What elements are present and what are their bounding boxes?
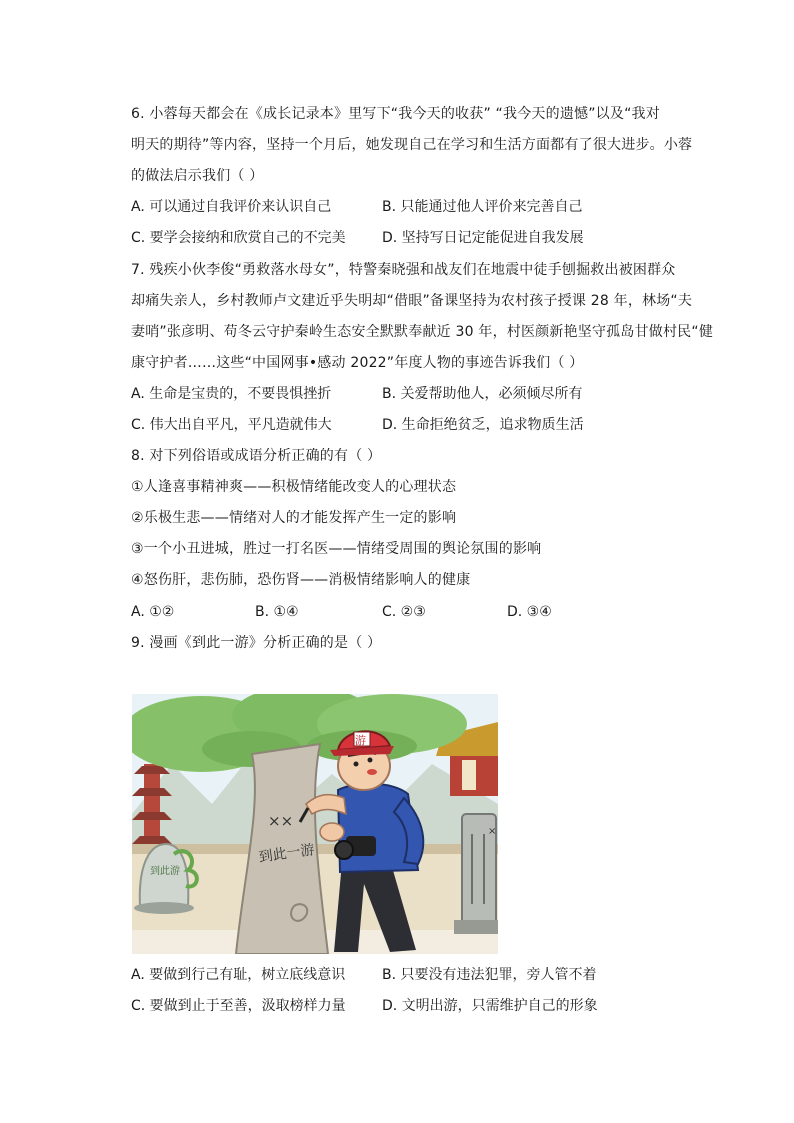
q7-stem-line-4: 康守护者……这些“中国网事•感动 2022”年度人物的事迹告诉我们（ ） <box>131 355 584 371</box>
q7-stem-line-3: 妻哨”张彦明、苟冬云守护秦岭生态安全默默奉献近 30 年，村医颜新艳坚守孤岛甘做村民“健 <box>131 324 714 340</box>
q7-option-d[interactable]: D. 生命拒绝贫乏，追求物质生活 <box>382 417 584 433</box>
q8-statement-1: ①人逢喜事精神爽——积极情绪能改变人的心理状态 <box>131 479 457 495</box>
q8-option-a[interactable]: A. ①② <box>131 604 175 620</box>
q7-option-a[interactable]: A. 生命是宝贵的，不要畏惧挫折 <box>131 386 332 402</box>
q8-statement-4: ④怒伤肝，悲伤肺，恐伤肾——消极情绪影响人的健康 <box>131 572 471 588</box>
q6-stem-line-2: 明天的期待”等内容，坚持一个月后，她发现自己在学习和生活方面都有了很大进步。小蓉 <box>131 137 693 153</box>
cap-text: 游 <box>355 734 366 747</box>
q7-stem-line-2: 却痛失亲人，乡村教师卢文建近乎失明却“借眼”备课坚持为农村孩子授课 28 年，林场“夫 <box>131 293 693 309</box>
q9-cartoon <box>132 694 498 954</box>
q9-option-c[interactable]: C. 要做到止于至善，汲取榜样力量 <box>131 998 346 1014</box>
cartoon-svg <box>132 694 498 954</box>
q6-option-c[interactable]: C. 要学会接纳和欣赏自己的不完美 <box>131 230 346 246</box>
q8-stem-line-1: 8. 对下列俗语或成语分析正确的有（ ） <box>131 448 382 464</box>
q6-option-d[interactable]: D. 坚持写日记定能促进自我发展 <box>382 230 584 246</box>
q7-option-b[interactable]: B. 关爱帮助他人，必须倾尽所有 <box>382 386 583 402</box>
q9-stem-line-1: 9. 漫画《到此一游》分析正确的是（ ） <box>131 635 382 651</box>
q7-stem-line-1: 7. 残疾小伙李俊“勇救落水母女”，特警秦晓强和战友们在地震中徒手刨掘救出被困群众 <box>131 262 676 278</box>
q6-option-a[interactable]: A. 可以通过自我评价来认识自己 <box>131 199 332 215</box>
tree-graffiti-marks: ×× <box>268 812 294 830</box>
q6-stem-line-3: 的做法启示我们（ ） <box>131 168 264 184</box>
tree-graffiti-text: 到此一游 <box>257 842 316 866</box>
q8-option-d[interactable]: D. ③④ <box>507 604 552 620</box>
tablet-graffiti: × <box>488 826 497 837</box>
rock-graffiti-text: 到此游 <box>150 866 180 877</box>
q8-statement-3: ③一个小丑进城，胜过一打名医——情绪受周围的舆论氛围的影响 <box>131 541 542 557</box>
q9-option-a[interactable]: A. 要做到行己有耻，树立底线意识 <box>131 967 346 983</box>
q6-stem-line-1: 6. 小蓉每天都会在《成长记录本》里写下“我今天的收获” “我今天的遗憾”以及“我对 <box>131 106 660 122</box>
q9-option-d[interactable]: D. 文明出游，只需维护自己的形象 <box>382 998 598 1014</box>
q9-option-b[interactable]: B. 只要没有违法犯罪，旁人管不着 <box>382 967 597 983</box>
q6-option-b[interactable]: B. 只能通过他人评价来完善自己 <box>382 199 583 215</box>
q8-option-c[interactable]: C. ②③ <box>382 604 426 620</box>
q8-option-b[interactable]: B. ①④ <box>255 604 299 620</box>
q8-statement-2: ②乐极生悲——情绪对人的才能发挥产生一定的影响 <box>131 510 457 526</box>
q7-option-c[interactable]: C. 伟大出自平凡，平凡造就伟大 <box>131 417 332 433</box>
